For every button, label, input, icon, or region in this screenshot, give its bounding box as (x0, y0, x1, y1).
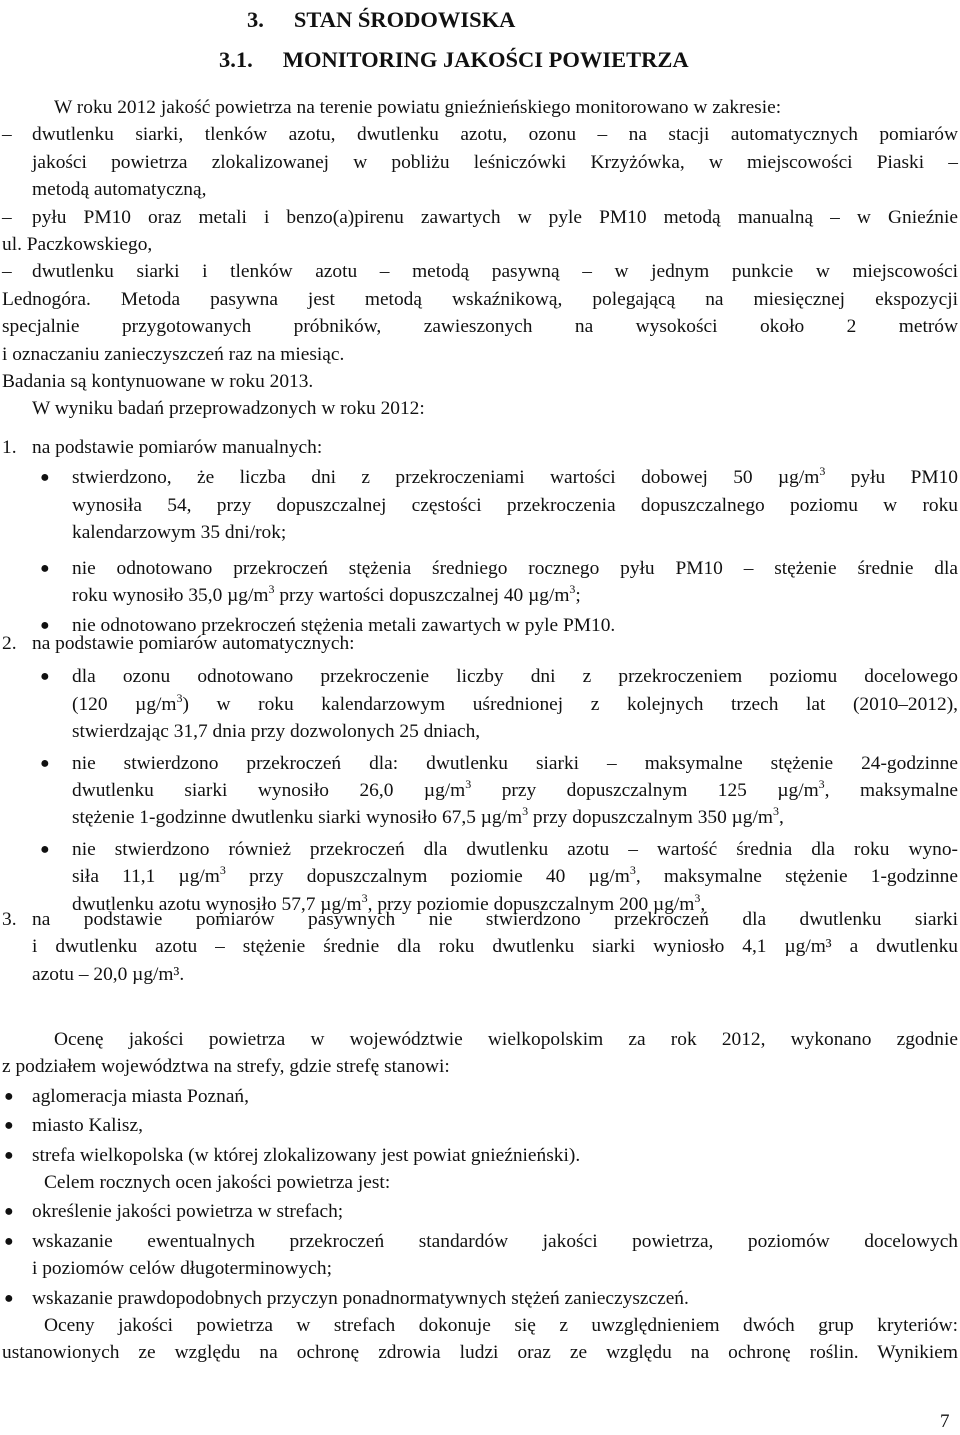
dash-marker: – (2, 124, 12, 146)
text-line: Lednogóra. Metoda pasywna jest metodą wskaźnikową, polegającą na miesięcznej ekspozycji (2, 288, 958, 310)
bullet-icon: ● (4, 1117, 14, 1135)
intro-line: W roku 2012 jakość powietrza na terenie powiatu gnieźnieńskiego monitorowano w zakresie: (54, 97, 782, 118)
list-item: ● określenie jakości powietrza w strefach; (2, 1198, 958, 1225)
text-line: pyłu PM10 oraz metali i benzo(a)pirenu zawartych w pyle PM10 metodą manualną – w Gnieźnie (32, 206, 958, 228)
list-title: na podstawie pomiarów manualnych: (32, 437, 323, 458)
bullet-icon: ● (4, 1232, 14, 1250)
list-item: ● nie stwierdzono przekroczeń dla: dwutlenku siarki – maksymalne stężenie 24-godzinne dwutlenku siarki wynosiło 26,0 $\mu g/m^3$ przy dopuszczalnym 125 $\mu g/m^3$, maksymalne stężenie 1-godzinne dwutlenku siarki wynosiło 67,5 $\mu g/m^3$ przy dopuszczalnym 350 $\mu g/m^3$, (2, 750, 958, 832)
bullet-icon: ● (4, 1289, 14, 1307)
results-section-2 (2, 630, 958, 918)
paragraph-line: Oceny jakości powietrza w strefach dokonuje się z uwzględnieniem dwóch grup kryteriów: (44, 1315, 958, 1337)
text-line: jakości powietrza zlokalizowanej w pobliżu leśniczówki Krzyżówka, w miejscowości Piaski – (32, 151, 958, 173)
bullet-icon: ● (40, 617, 50, 635)
list-item: ● aglomeracja miasta Poznań, (2, 1083, 958, 1110)
list-item: ● nie stwierdzono również przekroczeń dla dwutlenku azotu – wartość średnia dla roku wyno- siła 11,1 $\mu g/m^3$ przy dopuszczalnym poziomie 40 $\mu g/m^3$, maksymalne stężenie 1-godzinne dwutlenku azotu wynosiło 57,7 $\mu g/m^3$, przy poziomie dopuszczalnym 200 $\mu g/m^3$, (2, 836, 958, 918)
continued-line: Badania są kontynuowane w roku 2013. (2, 371, 314, 393)
bullet-icon: ● (40, 559, 50, 577)
bullet-icon: ● (40, 840, 50, 858)
list-item: ● miasto Kalisz, (2, 1112, 958, 1139)
paragraph-line: ustanowionych ze względu na ochronę zdrowia ludzi oraz ze względu na ochronę roślin. Wynikiem (2, 1342, 958, 1364)
goals-intro: Celem rocznych ocen jakości powietrza jest: (44, 1172, 391, 1194)
bullet-icon: ● (40, 754, 50, 772)
section-number: 3. (247, 7, 264, 32)
intro-block (2, 94, 958, 423)
bullet-icon: ● (40, 469, 50, 487)
list-number: 1. (2, 437, 17, 458)
subsection-title: MONITORING JAKOŚCI POWIETRZA (282, 47, 689, 72)
bullet-icon: ● (4, 1087, 14, 1105)
subsection-number: 3.1. (219, 47, 253, 72)
bullet-icon: ● (4, 1146, 14, 1164)
text-line: i oznaczaniu zanieczyszczeń raz na miesiąc. (2, 343, 345, 365)
dash-item (2, 121, 958, 203)
dash-item (2, 258, 958, 285)
list-number: 3. (2, 909, 17, 930)
text-line: dwutlenku siarki, tlenków azotu, dwutlenku azotu, ozonu – na stacji automatycznych pomiarów (32, 124, 958, 146)
subsection-heading (219, 46, 689, 74)
list-item: ● nie odnotowano przekroczeń stężenia średniego rocznego pyłu PM10 – stężenie średnie dla roku wynosiło 35,0 $\mu g/m^3$ przy wartości dopuszczalnej 40 $\mu g/m^3$; (2, 555, 958, 610)
bullet-icon: ● (40, 668, 50, 686)
list-item: ● dla ozonu odnotowano przekroczenie liczby dni z przekroczeniem poziomu docelowego (120 $\mu g/m^3$) w roku kalendarzowym uśrednionej z kolejnych trzech lat (2010–2012), stwierdzając 31,7 dnia przy dozwolonych 25 dniach, (2, 663, 958, 745)
paragraph-line: z podziałem województwa na strefy, gdzie strefę stanowi: (2, 1056, 450, 1078)
dash-item (2, 204, 958, 231)
list-item: ● nie odnotowano przekroczeń stężenia metali zawartych w pyle PM10. (2, 612, 958, 639)
section-title: STAN ŚRODOWISKA (293, 7, 516, 32)
results-section-1 (2, 434, 958, 640)
dash-marker: – (2, 261, 12, 283)
bullet-icon: ● (4, 1203, 14, 1221)
results-section-3: 3. na podstawie pomiarów pasywnych nie stwierdzono przekroczeń dla dwutlenku siarki i dwutlenku azotu – stężenie średnie dla roku dwutlenku siarki wyniosło 4,1 µg/m³ a dwutlenku azotu – 20,0 µg/m³. (2, 906, 958, 988)
dash-marker: – (2, 206, 12, 228)
text-line: specjalnie przygotowanych próbników, zawieszonych na wysokości około 2 metrów (2, 316, 958, 338)
text-line: ul. Paczkowskiego, (2, 234, 153, 256)
list-item: ● stwierdzono, że liczba dni z przekroczeniami wartości dobowej 50 $\mu g/m^3$ pyłu PM10 wynosiła 54, przy dopuszczalnej częstości przekroczenia dopuszczalnego poziomu w roku kalendarzowym 35 dni/rok; (40, 464, 958, 544)
text-line: dwutlenku siarki i tlenków azotu – metodą pasywną – w jednym punkcie w miejscowości (32, 261, 958, 283)
list-item: ● wskazanie prawdopodobnych przyczyn ponadnormatywnych stężeń zanieczyszczeń. (2, 1285, 958, 1312)
list-item: ● strefa wielkopolska (w której zlokalizowany jest powiat gnieźnieński). (2, 1142, 958, 1169)
list-number: 2. (2, 633, 17, 654)
list-title: na podstawie pomiarów automatycznych: (32, 633, 355, 654)
paragraph-line: Ocenę jakości powietrza w województwie wielkopolskim za rok 2012, wykonano zgodnie (54, 1029, 958, 1050)
results-intro: W wyniku badań przeprowadzonych w roku 2012: (32, 398, 425, 420)
page-number: 7 (940, 1411, 950, 1432)
text-line: metodą automatyczną, (32, 179, 207, 201)
list-item: ● wskazanie ewentualnych przekroczeń standardów jakości powietrza, poziomów docelowych i poziomów celów długoterminowych; (2, 1228, 958, 1283)
section-heading (247, 6, 515, 34)
assessment-block (2, 1026, 958, 1367)
